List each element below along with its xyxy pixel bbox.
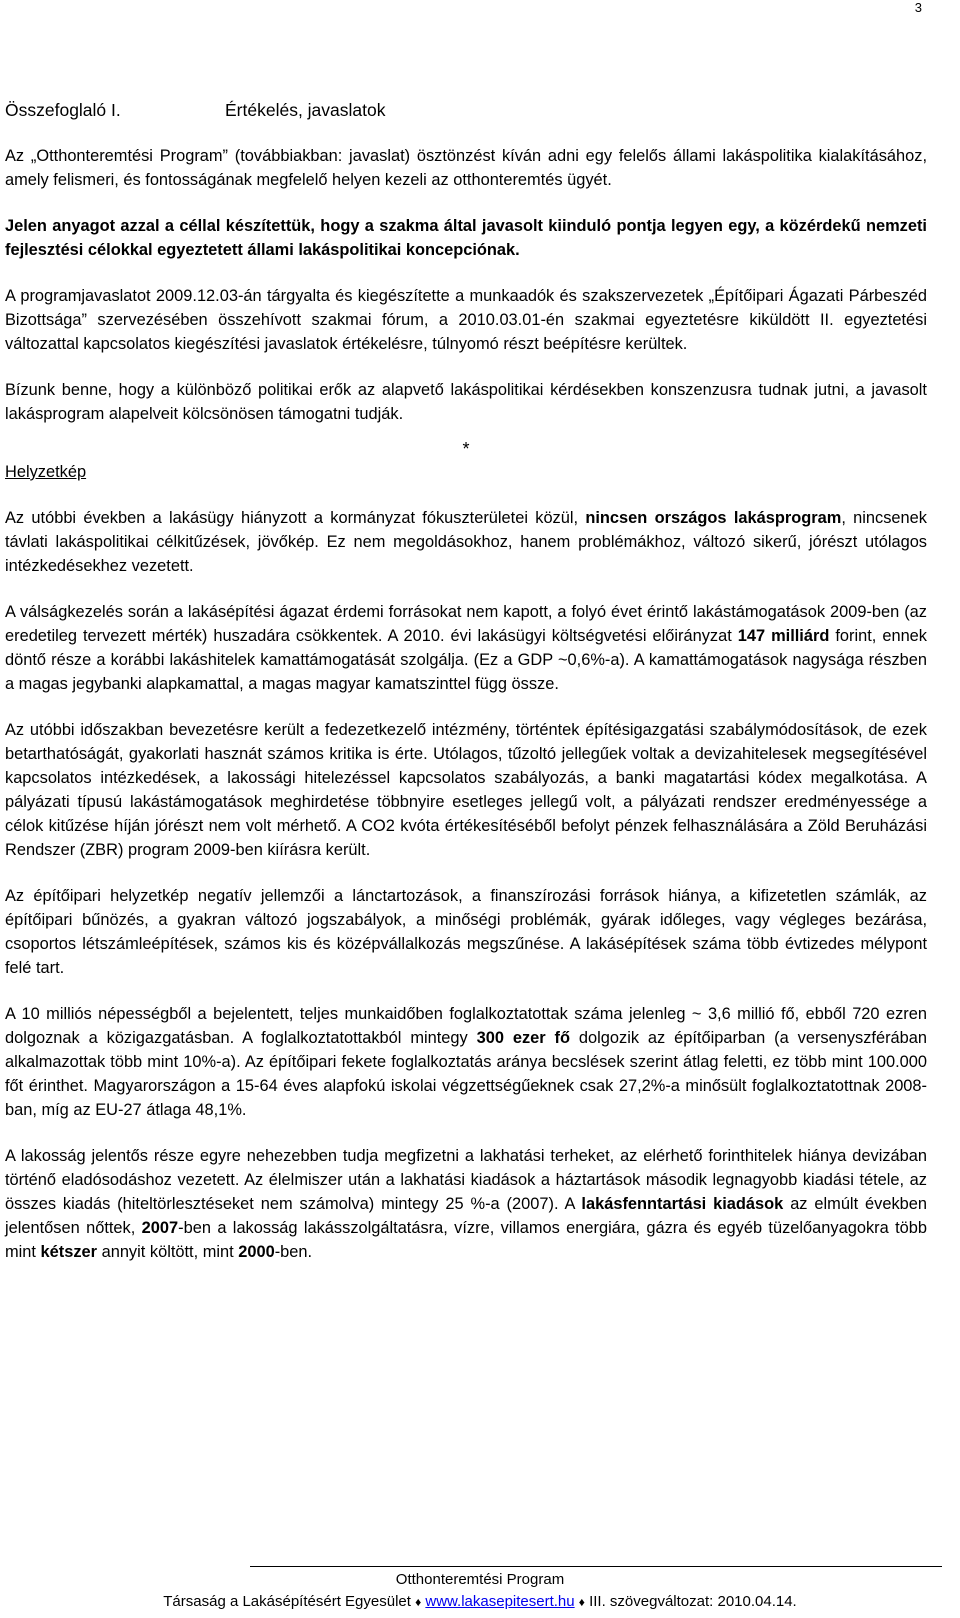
page-footer: [0, 1570, 960, 1612]
separator-star: *: [462, 439, 470, 459]
diamond-icon: ♦: [578, 1595, 585, 1609]
paragraph-foglalkoztatas: A 10 milliós népességből a bejelentett, teljes munkaidőben foglalkoztatottak száma jelenleg ~ 3,6 millió fő, ebből 720 ezren dolgoznak a közigazgatásban. A foglalkoztatottakból mintegy 300 ezer fő dolgozik az építőiparban (a versenyszférában alkalmazottak több mint 10%-a). Az építőipari fekete foglalkoztatás aránya becslések szerint átlag feletti, ez több mint 100.000 főt érinthet. Magyarországon a 15-64 éves alapfokú iskolai végzettségűeknek csak 27,2%-a minősült foglalkoztatottnak 2008-ban, míg az EU-27 átlaga 48,1%.: [5, 1005, 928, 1119]
footer-org: Társaság a Lakásépítésért Egyesület: [163, 1593, 411, 1610]
footer-title: Otthonteremtési Program: [395, 1571, 565, 1588]
document-body: [5, 98, 927, 1286]
footer-info: [0, 1592, 960, 1612]
paragraph-lakasprogram: Az utóbbi években a lakásügy hiányzott a kormányzat fókuszterületei közül, nincsen országos lakásprogram, nincsenek távlati lakáspolitikai célkitűzések, jövőkép. Ez nem megoldásokhoz, hanem problémákhoz, változó sikerű, jórészt utólagos intézkedésekhez vezetett.: [5, 509, 927, 575]
paragraph-purpose: Jelen anyagot azzal a céllal készítettük, hogy a szakma által javasolt kiinduló pontja legyen egy, a közérdekű nemzeti fejlesztési célokkal egyeztetett állami lakáspolitikai koncepciónak.: [5, 217, 927, 259]
section-heading: [5, 98, 927, 122]
heading-right: Értékelés, javaslatok: [225, 100, 386, 120]
paragraph-intro: Az „Otthonteremtési Program” (továbbiakban: javaslat) ösztönzést kíván adni egy felelős állami lakáspolitika kialakításához, amely felismeri, és fontosságának megfelelő helyen kezeli az otthonteremtés ügyét.: [5, 147, 927, 189]
paragraph-epitoipar: Az építőipari helyzetkép negatív jellemzői a lánctartozások, a finanszírozási források hiánya, a kifizetetlen számlák, az építőipari bűnözés, a gyakran változó jogszabályok, a minőségi problémák, gyárak időleges, vagy végleges bezárása, csoportos létszámleépítések, számos kis és középvállalkozás megszűnése. A lakásépítések száma több évtizedes mélypont felé tart.: [5, 887, 927, 977]
footer-version: III. szövegváltozat: 2010.04.14.: [589, 1593, 797, 1610]
heading-left: Összefoglaló I.: [5, 100, 121, 120]
paragraph-forum: A programjavaslatot 2009.12.03-án tárgyalta és kiegészítette a munkaadók és szakszervezetek „Építőipari Ágazati Párbeszéd Bizottsága” szervezésében összehívott szakmai fórum, a 2010.03.01-én szakmai egyeztetésre kiküldött II. egyeztetési változattal kapcsolatos kiegészítési javaslatok értékelésre, túlnyomó részt beépítésre kerültek.: [5, 287, 927, 353]
subheading-helyzetkep: Helyzetkép: [5, 463, 87, 481]
paragraph-valsagkezeles: A válságkezelés során a lakásépítési ágazat érdemi forrásokat nem kapott, a folyó évet érintő lakástámogatások 2009-ben (az eredetileg tervezett mérték) huszadára csökkentek. A 2010. évi lakásügyi költségvetési előirányzat 147 milliárd forint, ennek döntő része a korábbi lakáshitelek kamattámogatását szolgálja. (Ez a GDP ~0,6%-a). A kamattámogatások nagysága részben a magas jegybanki alapkamattal, a magas magyar kamatszinttel függ össze.: [5, 603, 927, 693]
page-number: 3: [914, 0, 922, 15]
footer-rule: [250, 1566, 942, 1567]
paragraph-intezkedesek: Az utóbbi időszakban bevezetésre került a fedezetkezelő intézmény, történtek építésigazgatási szabálymódosítások, de ezek betarthatóságát, gyakorlati hasznát számos kritika is érte. Utólagos, tűzoltó jellegűek voltak a devizahitelesek megsegítésével kapcsolatos intézkedések, a lakossági hitelezéssel kapcsolatos szabályozás, a banki magatartási kódex megalkotása. A pályázati típusú lakástámogatások meghirdetése többnyire esetleges jellegű volt, a pályázati rendszer eredményessége a célok kitűzése híján jórészt nem volt mérhető. A CO2 kvóta értékesítéséből befolyt pénzek felhasználására a Zöld Beruházási Rendszer (ZBR) program 2009-ben kiírásra került.: [5, 721, 927, 859]
diamond-icon: ♦: [415, 1595, 422, 1609]
paragraph-lakhatasi-terhek: A lakosság jelentős része egyre nehezebben tudja megfizetni a lakhatási terheket, az elérhető forinthitelek hiánya devizában történő eladósodáshoz vezetett. Az élelmiszer után a lakhatási kiadások a háztartások második legnagyobb kiadási tétele, az összes kiadás (hiteltörlesztéseket nem számolva) mintegy 25 %-a (2007). A lakásfenntartási kiadások az elmúlt években jelentősen nőttek, 2007-ben a lakosság lakásszolgáltatásra, vízre, villamos energiára, gázra és egyéb tüzelőanyagokra több mint kétszer annyit költött, mint 2000-ben.: [5, 1147, 927, 1261]
footer-website-link[interactable]: www.lakasepitesert.hu: [425, 1593, 575, 1610]
paragraph-consensus: Bízunk benne, hogy a különböző politikai erők az alapvető lakáspolitikai kérdésekben konszenzusra tudnak jutni, a javasolt lakásprogram alapelveit kölcsönösen támogatni tudják.: [5, 381, 927, 423]
